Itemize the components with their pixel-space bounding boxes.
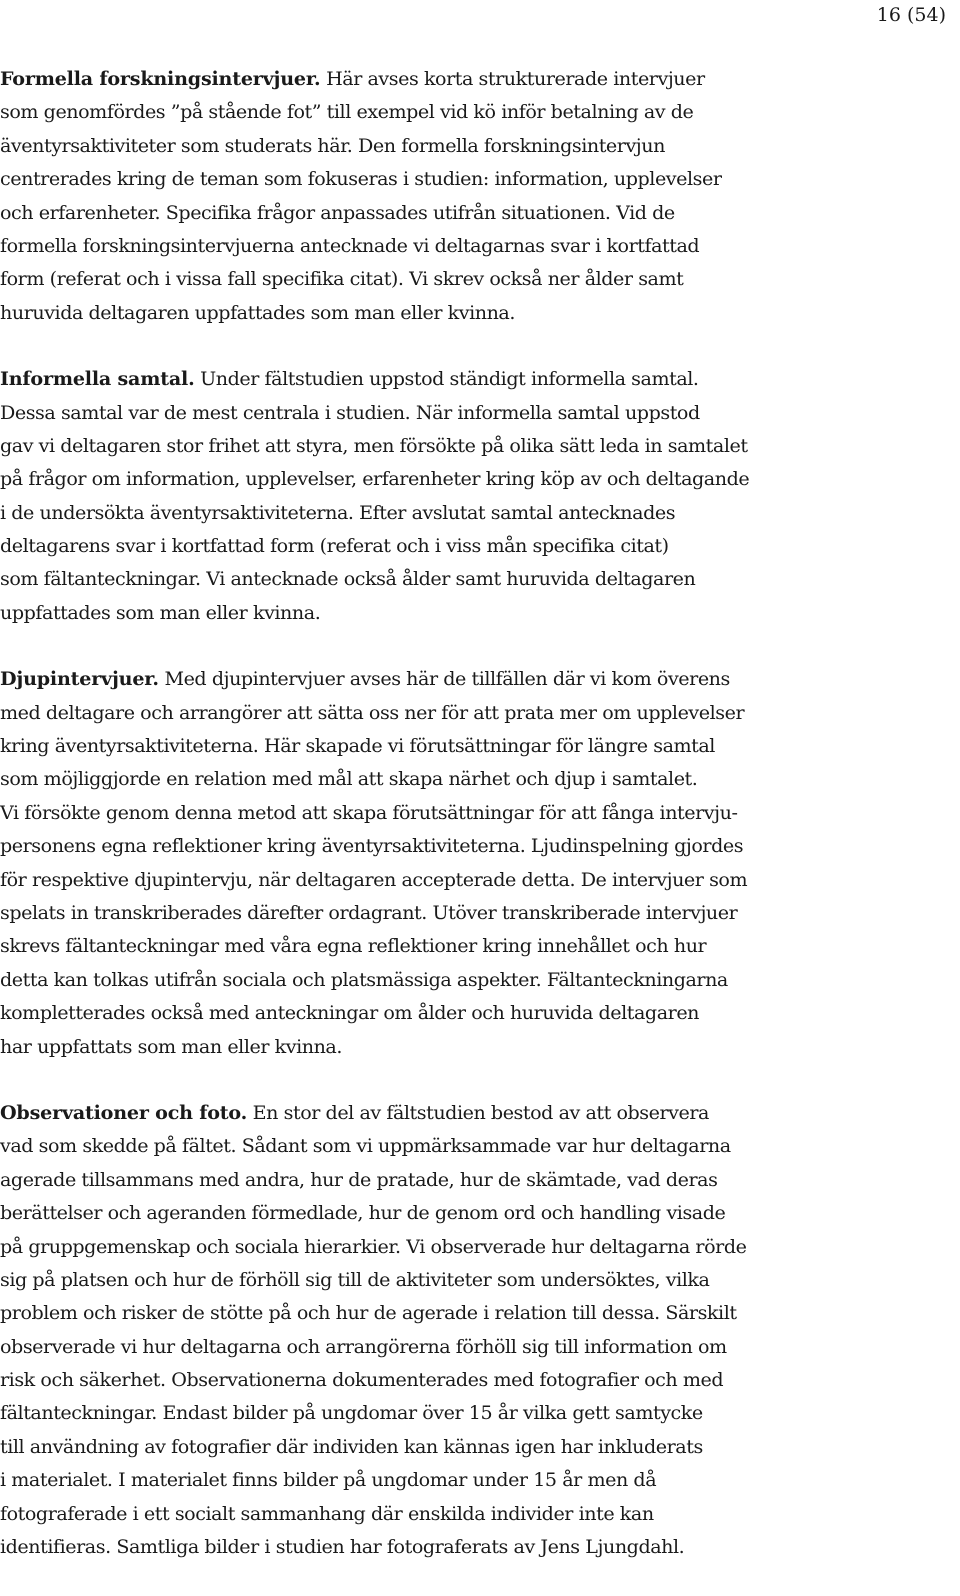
paragraph-line: som fältanteckningar. Vi antecknade också ålder samt huruvida deltagaren [0,567,696,591]
paragraph-line [0,362,945,395]
paragraph-line: huruvida deltagaren uppfattades som man eller kvinna. [0,300,515,324]
line-text: Med djupintervjuer avses här de tillfällen där vi kom överens [158,667,730,691]
paragraph-line: kring äventyrsaktiviteterna. Här skapade vi förutsättningar för längre samtal [0,734,715,758]
line-text: Under fältstudien uppstod ständigt informella samtal. [194,367,699,391]
paragraph-line: Vi försökte genom denna metod att skapa förutsättningar för att fånga intervju- [0,800,738,824]
paragraph-line: i de undersökta äventyrsaktiviteterna. Efter avslutat samtal antecknades [0,500,676,524]
paragraph-line: risk och säkerhet. Observationerna dokumenterades med fotografier och med [0,1368,724,1392]
paragraph-line: problem och risker de stötte på och hur de agerade i relation till dessa. Särskilt [0,1301,737,1325]
page-number: 16 (54) [876,4,946,26]
paragraph-heading: Djupintervjuer. [0,667,159,691]
paragraph-line: deltagarens svar i kortfattad form (referat och i viss mån specifika citat) [0,534,669,558]
paragraph-line: Dessa samtal var de mest centrala i studien. När informella samtal uppstod [0,400,700,424]
paragraph-line: berättelser och ageranden förmedlade, hur de genom ord och handling visade [0,1201,726,1225]
paragraph-line: uppfattades som man eller kvinna. [0,600,321,624]
paragraph-line: identifieras. Samtliga bilder i studien har fotograferats av Jens Ljungdahl. [0,1535,685,1559]
paragraph-line: äventyrsaktiviteter som studerats här. Den formella forskningsintervjun [0,133,665,157]
paragraph-line: form (referat och i vissa fall specifika citat). Vi skrev också ner ålder samt [0,267,684,291]
paragraph-line: detta kan tolkas utifrån sociala och platsmässiga aspekter. Fältanteckningarna [0,967,728,991]
paragraph-line: som möjliggjorde en relation med mål att skapa närhet och djup i samtalet. [0,767,698,791]
paragraph-observationer-och-foto [0,1096,945,1563]
paragraph-line [0,62,945,95]
paragraph-line: personens egna reflektioner kring äventyrsaktiviteterna. Ljudinspelning gjordes [0,834,744,858]
paragraph-line: agerade tillsammans med andra, hur de pratade, hur de skämtade, vad deras [0,1167,718,1191]
paragraph-line: i materialet. I materialet finns bilder på ungdomar under 15 år men då [0,1468,657,1492]
paragraph-line: på frågor om information, upplevelser, erfarenheter kring köp av och deltagande [0,467,750,491]
paragraph-line: har uppfattats som man eller kvinna. [0,1034,342,1058]
paragraph-line: sig på platsen och hur de förhöll sig till de aktiviteter som undersöktes, vilka [0,1267,710,1291]
paragraph-line: fältanteckningar. Endast bilder på ungdomar över 15 år vilka gett samtycke [0,1401,703,1425]
paragraph-line [0,1096,945,1129]
paragraph-line: till användning av fotografier där individen kan kännas igen har inkluderats [0,1434,703,1458]
paragraph-heading: Informella samtal. [0,367,195,391]
paragraph-informella-samtal [0,362,945,629]
paragraph-line: formella forskningsintervjuerna antecknade vi deltagarnas svar i kortfattad [0,233,700,257]
paragraph-line: på gruppgemenskap och sociala hierarkier. Vi observerade hur deltagarna rörde [0,1234,747,1258]
paragraph-line: centrerades kring de teman som fokuseras i studien: information, upplevelser [0,167,722,191]
paragraph-line: vad som skedde på fältet. Sådant som vi uppmärksammade var hur deltagarna [0,1134,731,1158]
paragraph-formella-forskningsintervjuer [0,62,945,329]
paragraph-line: gav vi deltagaren stor frihet att styra, men försökte på olika sätt leda in samtalet [0,433,748,457]
paragraph-line [0,662,945,695]
line-text: En stor del av fältstudien bestod av att observera [247,1100,709,1124]
paragraph-line: observerade vi hur deltagarna och arrangörerna förhöll sig till information om [0,1334,727,1358]
paragraph-line: som genomfördes ”på stående fot” till exempel vid kö inför betalning av de [0,100,694,124]
paragraph-line: för respektive djupintervju, när deltagaren accepterade detta. De intervjuer som [0,867,748,891]
paragraph-line: kompletterades också med anteckningar om ålder och huruvida deltagaren [0,1001,700,1025]
line-text: Här avses korta strukturerade intervjuer [320,67,705,90]
paragraph-line: spelats in transkriberades därefter ordagrant. Utöver transkriberade intervjuer [0,900,738,924]
document-body [0,62,945,1596]
paragraph-line: med deltagare och arrangörer att sätta oss ner för att prata mer om upplevelser [0,700,745,724]
paragraph-heading: Observationer och foto. [0,1100,248,1124]
paragraph-line: och erfarenheter. Specifika frågor anpassades utifrån situationen. Vid de [0,200,675,224]
paragraph-line: fotograferade i ett socialt sammanhang där enskilda individer inte kan [0,1501,654,1525]
paragraph-heading: Formella forskningsintervjuer. [0,67,321,90]
paragraph-djupintervjuer [0,662,945,1063]
paragraph-line: skrevs fältanteckningar med våra egna reflektioner kring innehållet och hur [0,934,707,958]
